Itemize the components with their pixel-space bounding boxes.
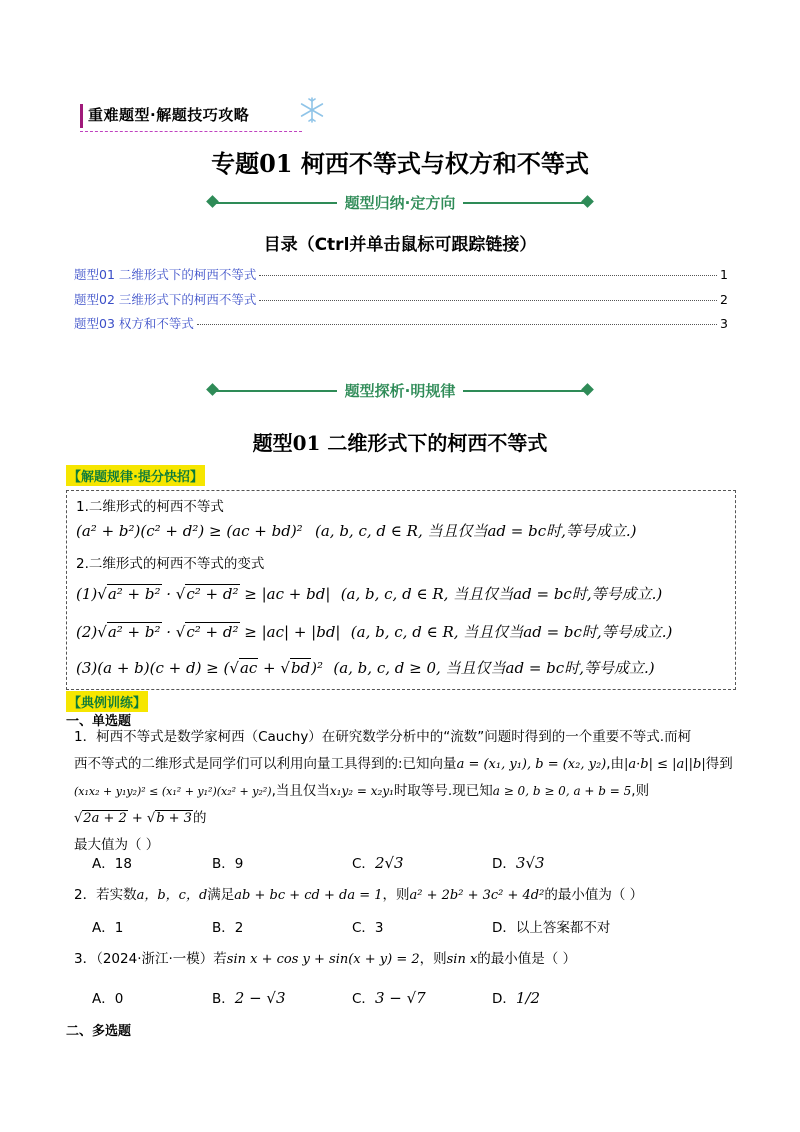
rules-formula-3: (2)√a² + b² · √c² + d² ≥ |ac| + |bd| (a, b, c, d ∈ R, 当且仅当ad = bc时,等号成立.)	[76, 623, 673, 641]
q2-option-a[interactable]: A．1	[92, 920, 124, 936]
rules-formula-4: (3)(a + b)(c + d) ≥ (√ac + √bd)² (a, b, c, d ≥ 0, 当且仅当ad = bc时,等号成立.)	[76, 659, 655, 677]
rules-formula-1	[76, 520, 637, 541]
q2-option-d[interactable]: D．以上答案都不对	[492, 920, 611, 936]
question-1: 1．柯西不等式是数学家柯西（Cauchy）在研究数学分析中的“流数”问题时得到的一个重要不等式.而柯 西不等式的二维形式是同学们可以利用向量工具得到的:已知向量a = (x₁, y₁), b = (x₂, y₂),由|a·b| ≤ |a||b|得到 (x₁x₂ + y₁y₂)² ≤ (x₁² + y₁²)(x₂² + y₂²),当且仅当x₁y₂ = x₂y₁时取等号.现已知a ≥ 0, b ≥ 0, a + b = 5,则 √2a + 2 + √b + 3的 最大值为（ ）	[74, 729, 733, 853]
q1-option-a[interactable]: A．18	[92, 856, 132, 872]
q1-option-b[interactable]: B．9	[212, 856, 244, 872]
q1-option-c[interactable]: C．2√3	[352, 854, 404, 872]
header-accent-bar	[80, 104, 83, 128]
q2-option-b[interactable]: B．2	[212, 920, 244, 936]
banner-type-summary	[208, 193, 592, 213]
rules-heading-1: 1.二维形式的柯西不等式	[76, 499, 224, 515]
header-tag: 重难题型·解题技巧攻略	[88, 106, 250, 124]
rules-heading-2: 2.二维形式的柯西不等式的变式	[76, 556, 265, 572]
question-2: 2．若实数a，b，c，d满足ab + bc + cd + da = 1，则a² + 2b² + 3c² + 4d²的最小值为（ ）	[74, 887, 644, 903]
toc-item-page: 2	[720, 292, 728, 307]
toc-item-page: 3	[720, 316, 728, 331]
toc-title: 目录（Ctrl并单击鼠标可跟踪链接）	[263, 235, 537, 255]
toc-item-1[interactable]	[74, 265, 728, 283]
toc-item-3[interactable]	[74, 314, 728, 332]
examples-label: 【典例训练】	[66, 691, 148, 712]
toc-item-2[interactable]	[74, 290, 728, 308]
formula-condition: (a, b, c, d ∈ R, 当且仅当ad = bc时,等号成立.)	[340, 585, 663, 603]
formula-condition: (a, b, c, d ∈ R, 当且仅当ad = bc时,等号成立.)	[315, 522, 637, 540]
banner-type-analysis-text: 题型探析·明规律	[337, 382, 464, 400]
banner-type-summary-text: 题型归纳·定方向	[337, 194, 464, 212]
snowflake-icon	[298, 96, 326, 124]
page-title: 专题01 柯西不等式与权方和不等式	[211, 149, 589, 178]
banner-type-analysis	[208, 381, 592, 401]
q3-option-c[interactable]: C．3 − √7	[352, 989, 426, 1007]
toc-item-label[interactable]: 题型01 二维形式下的柯西不等式	[74, 267, 257, 282]
category-single-choice: 一、单选题	[66, 714, 132, 729]
q1-option-d[interactable]: D．3√3	[492, 854, 545, 872]
q2-option-c[interactable]: C．3	[352, 920, 384, 936]
question-3: 3．（2024·浙江·一模）若sin x + cos y + sin(x + y) = 2，则sin x的最小值是（ ）	[74, 951, 577, 967]
cauchy-2d-formula: (a² + b²)(c² + d²) ≥ (ac + bd)²	[76, 522, 303, 540]
header-underline	[80, 131, 302, 132]
formula-condition: (a, b, c, d ∈ R, 当且仅当ad = bc时,等号成立.)	[350, 623, 673, 641]
q3-option-d[interactable]: D．1/2	[492, 989, 541, 1007]
section-title: 题型01 二维形式下的柯西不等式	[252, 431, 548, 455]
q3-option-b[interactable]: B．2 − √3	[212, 989, 286, 1007]
toc-item-label[interactable]: 题型02 三维形式下的柯西不等式	[74, 292, 257, 307]
rules-formula-2: (1)√a² + b² · √c² + d² ≥ |ac + bd| (a, b, c, d ∈ R, 当且仅当ad = bc时,等号成立.)	[76, 585, 663, 603]
category-multiple-choice: 二、多选题	[66, 1024, 132, 1039]
toc-item-label[interactable]: 题型03 权方和不等式	[74, 316, 194, 331]
toc-item-page: 1	[720, 267, 728, 282]
q3-option-a[interactable]: A．0	[92, 991, 124, 1007]
formula-condition: (a, b, c, d ≥ 0, 当且仅当ad = bc时,等号成立.)	[333, 659, 655, 677]
rules-label: 【解题规律·提分快招】	[66, 465, 205, 486]
